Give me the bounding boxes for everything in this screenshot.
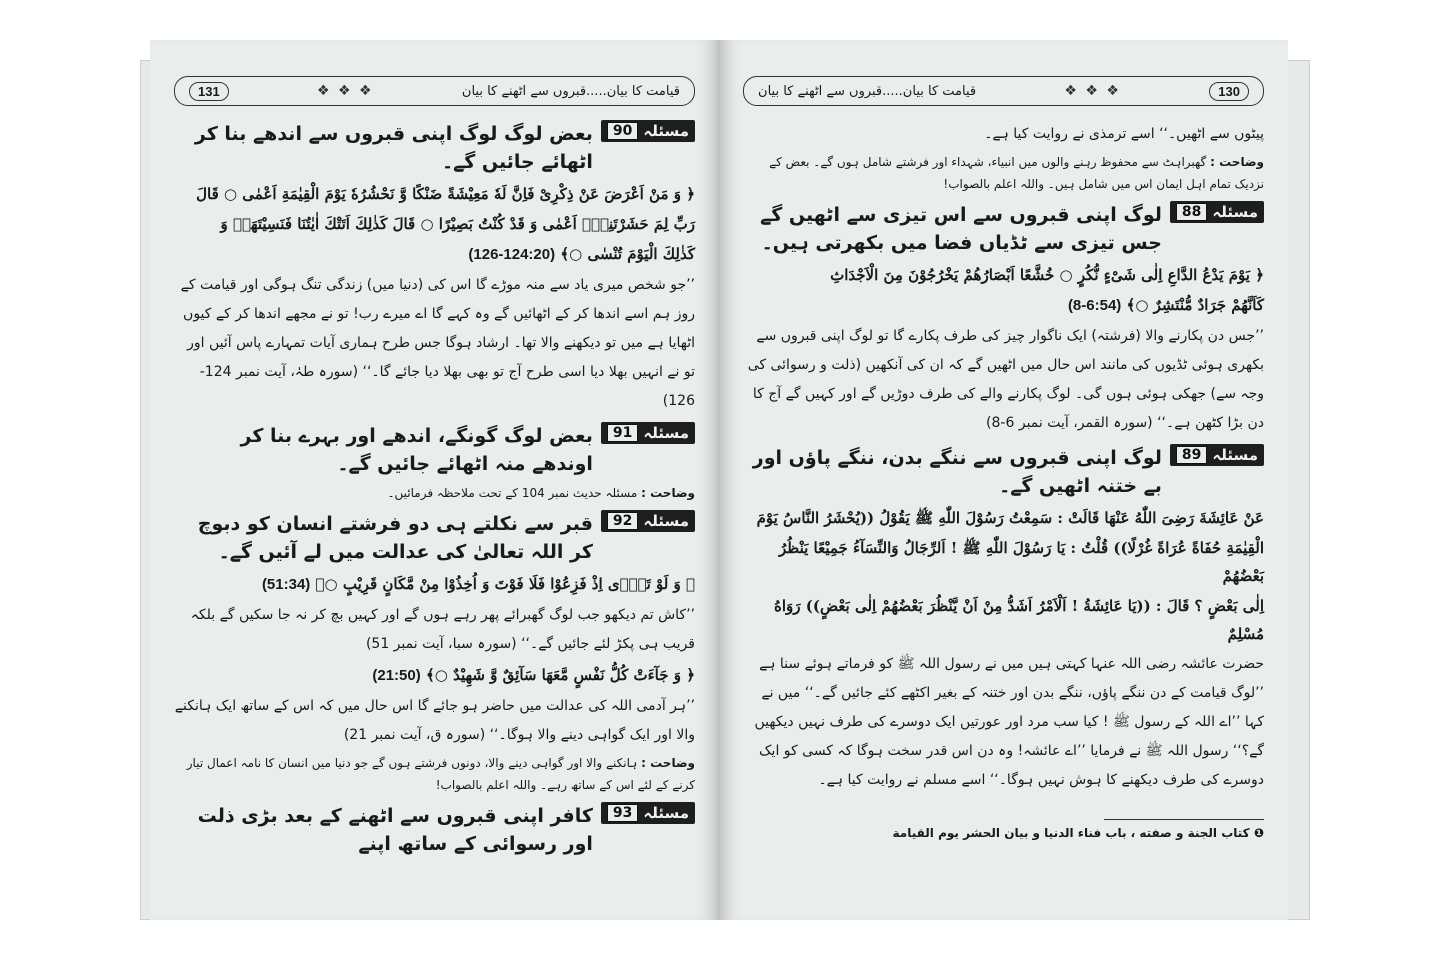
footnote-divider (1104, 819, 1264, 820)
left-page-header (174, 76, 695, 106)
arabic-verse: ﴿ وَ لَوْ تَرٰۤی اِذْ فَزِعُوْا فَلَا فَوْتَ وَ اُخِذُوْا مِنْ مَّكَانٍ قَرِیْبٍ ○﴾ (51:34) (261, 575, 695, 593)
urdu-translation: ’’جو شخص میری یاد سے منہ موڑے گا اس کی (دنیا میں) زندگی تنگ ہوگی اور قیامت کے روز ہم اسے اندھا کر کے اٹھائیں گے وہ کہے گا اے میرے رب! تو نے مجھے اندھا کر کے کیوں اٹھایا ہے میں تو دیکھنے والا تھا۔ ارشاد ہوگا جس طرح ہماری آیات تمہارے پاس آئیں اور تو نے انہیں بھلا دیا اسی طرح آج تو بھی بھلا دیا جائے گا۔‘‘ (سورہ طہٰ، آیت نمبر 124-126) (180, 277, 695, 409)
arabic-hadith: الْقِیٰمَةِ حُفَاةً عُرَاةً غُرْلًا)) قُلْتُ : یَا رَسُوْلَ اللّٰهِ ﷺ ! اَلرِّجَالُ وَالنِّسَآءُ جَمِیْعًا یَنْظُرُ بَعْضُهُمْ (779, 539, 1264, 585)
arabic-verse: ﴿ وَ جَآءَتْ كُلُّ نَفْسٍ مَّعَهَا سَآئِقٌ وَّ شَهِیْدٌ ○﴾ (21:50) (372, 666, 695, 684)
left-page (150, 40, 720, 920)
right-page-number: 130 (1209, 82, 1249, 101)
urdu-text: پیٹوں سے اٹھیں۔‘‘ اسے ترمذی نے روایت کیا ہے۔ (984, 126, 1264, 142)
masala-title: کافر اپنی قبروں سے اٹھنے کے بعد بڑی ذلت اور رسوائی کے ساتھ اپنے (197, 805, 593, 855)
open-book (140, 30, 1310, 930)
arabic-verse: ﴿ وَ مَنْ اَعْرَضَ عَنْ ذِكْرِیْ فَاِنَّ لَهٗ مَعِیْشَةً ضَنْكًا وَّ نَحْشُرُهٗ یَوْمَ الْقِیٰمَةِ اَعْمٰی ○ قَالَ (196, 185, 695, 203)
masala-tag: مسئلہ 90 (601, 120, 695, 142)
masala-tag: مسئلہ 88 (1170, 201, 1264, 223)
explanation-note: وضاحت : مسئلہ حدیث نمبر 104 کے تحت ملاحظہ فرمائیں۔ (387, 486, 695, 500)
urdu-translation: ’’جس دن پکارنے والا (فرشتہ) ایک ناگوار چیز کی طرف پکارے گا تو لوگ اپنی قبروں سے بکھری ہوئی ٹڈیوں کی مانند اس حال میں اٹھیں گے کہ ان کی آنکھیں (ذلت و رسوائی کی وجہ سے) جھکی ہوئی ہوں گی۔ لوگ پکارنے والے کی طرف دوڑیں گے اور کہیں گے آج کا دن بڑا کٹھن ہے۔‘‘ (سورہ القمر، آیت نمبر 6-8) (747, 328, 1264, 431)
masala-title: لوگ اپنی قبروں سے ننگے بدن، ننگے پاؤں اور بے ختنہ اٹھیں گے۔ (752, 447, 1162, 497)
right-page (718, 40, 1288, 920)
masala-tag: مسئلہ 93 (601, 802, 695, 824)
masala-title: بعض لوگ گونگے، اندھے اور بہرے بنا کر اوندھے منہ اٹھائے جائیں گے۔ (240, 425, 593, 475)
masala-title: قبر سے نکلتے ہی دو فرشتے انسان کو دبوچ کر اللہ تعالیٰ کی عدالت میں لے آئیں گے۔ (197, 513, 593, 563)
header-ornament-icon: ❖ ❖ ❖ (1064, 83, 1121, 99)
explanation-note: وضاحت : ہانکنے والا اور گواہی دینے والا، دونوں فرشتے ہوں گے جو دنیا میں انسان کا نامہ اعمال تیار کرنے کے لئے اس کے ساتھ رہے۔ واللہ اعلم بالصواب! (186, 756, 695, 792)
arabic-hadith: عَنْ عَائِشَةَ رَضِیَ اللّٰهُ عَنْهَا قَالَتْ : سَمِعْتُ رَسُوْلَ اللّٰهِ ﷺ یَقُوْلُ ((یُحْشَرُ النَّاسُ یَوْمَ (756, 509, 1264, 527)
right-page-header (743, 76, 1264, 106)
masala-90 (174, 120, 695, 176)
urdu-translation: ’’ہر آدمی اللہ کی عدالت میں حاضر ہو جائے گا اس حال میں کہ اس کے ساتھ ایک ہانکنے والا اور ایک گواہی دینے والا ہوگا۔‘‘ (سورہ ق، آیت نمبر 21) (174, 698, 695, 743)
masala-title: لوگ اپنی قبروں سے اس تیزی سے اٹھیں گے جس تیزی سے ٹڈیاں فضا میں بکھرتی ہیں۔ (760, 204, 1162, 254)
masala-88 (743, 201, 1264, 257)
masala-title: بعض لوگ لوگ اپنی قبروں سے اندھے بنا کر اٹھائے جائیں گے۔ (194, 123, 593, 173)
arabic-verse: رَبِّ لِمَ حَشَرْتَنِیْۤ اَعْمٰی وَ قَدْ كُنْتُ بَصِیْرًا ○ قَالَ كَذٰلِكَ اَتَتْكَ اٰیٰتُنَا فَنَسِیْتَهَاۚ وَ (220, 215, 695, 233)
masala-89 (743, 444, 1264, 500)
footnote: ❶ كتاب الجنة و صفته ، باب فناء الدنيا و بيان الحشر يوم القيامة (892, 826, 1264, 840)
urdu-translation: حضرت عائشہ رضی اللہ عنہا کہتی ہیں میں نے رسول اللہ ﷺ کو فرماتے ہوئے سنا ہے ’’لوگ قیامت کے دن ننگے پاؤں، ننگے بدن اور ختنہ کے بغیر اکٹھے کئے جائیں گے۔‘‘ میں نے کہا ’’اے اللہ کے رسول ﷺ ! کیا سب مرد اور عورتیں ایک دوسرے کی طرف نہیں دیکھیں گے؟‘‘ رسول اللہ ﷺ نے فرمایا ’’اے عائشہ! وہ دن اس قدر سخت ہوگا کہ کسی کو ایک دوسرے کی طرف دیکھنے کا ہوش نہیں ہوگا۔‘‘ اسے مسلم نے روایت کیا ہے۔ (754, 656, 1264, 788)
masala-tag: مسئلہ 89 (1170, 444, 1264, 466)
urdu-translation: ’’کاش تم دیکھو جب لوگ گھبرائے پھر رہے ہوں گے اور کہیں بچ کر نہ جا سکیں گے بلکہ قریب ہی پکڑ لئے جائیں گے۔‘‘ (سورہ سبا، آیت نمبر 51) (190, 607, 695, 652)
masala-91 (174, 422, 695, 478)
right-running-title: قیامت کا بیان.....قبروں سے اٹھنے کا بیان (758, 83, 977, 99)
explanation-note: وضاحت : گھبراہٹ سے محفوظ رہنے والوں میں انبیاء، شہداء اور فرشتے شامل ہوں گے۔ بعض کے نزدیک تمام اہل ایمان اس میں شامل ہیں۔ واللہ اعلم بالصواب! (769, 155, 1264, 191)
arabic-verse: كَذٰلِكَ الْیَوْمَ تُنْسٰی ○﴾ (126-124:20) (468, 245, 695, 263)
left-running-title: قیامت کا بیان.....قبروں سے اٹھنے کا بیان (461, 83, 680, 99)
masala-93 (174, 802, 695, 858)
masala-92 (174, 510, 695, 566)
arabic-hadith: اِلٰی بَعْضٍ ؟ قَالَ : ((یَا عَائِشَةُ ! اَلْاَمْرُ اَشَدُّ مِنْ اَنْ یَّنْظُرَ بَعْضُهُمْ اِلٰی بَعْضٍ)) رَوَاهُ مُسْلِمٌ (774, 597, 1264, 643)
masala-tag: مسئلہ 91 (601, 422, 695, 444)
left-page-number: 131 (189, 82, 229, 101)
arabic-verse: ﴿ یَوْمَ یَدْعُ الدَّاعِ اِلٰی شَیْءٍ نُّكُرٍ ○ خُشَّعًا اَبْصَارُهُمْ یَخْرُجُوْنَ مِنَ الْاَجْدَاثِ (830, 266, 1264, 284)
masala-tag: مسئلہ 92 (601, 510, 695, 532)
header-ornament-icon: ❖ ❖ ❖ (317, 83, 374, 99)
arabic-verse: كَاَنَّهُمْ جَرَادٌ مُّنْتَشِرٌ ○﴾ (8-6:54) (1067, 296, 1264, 314)
